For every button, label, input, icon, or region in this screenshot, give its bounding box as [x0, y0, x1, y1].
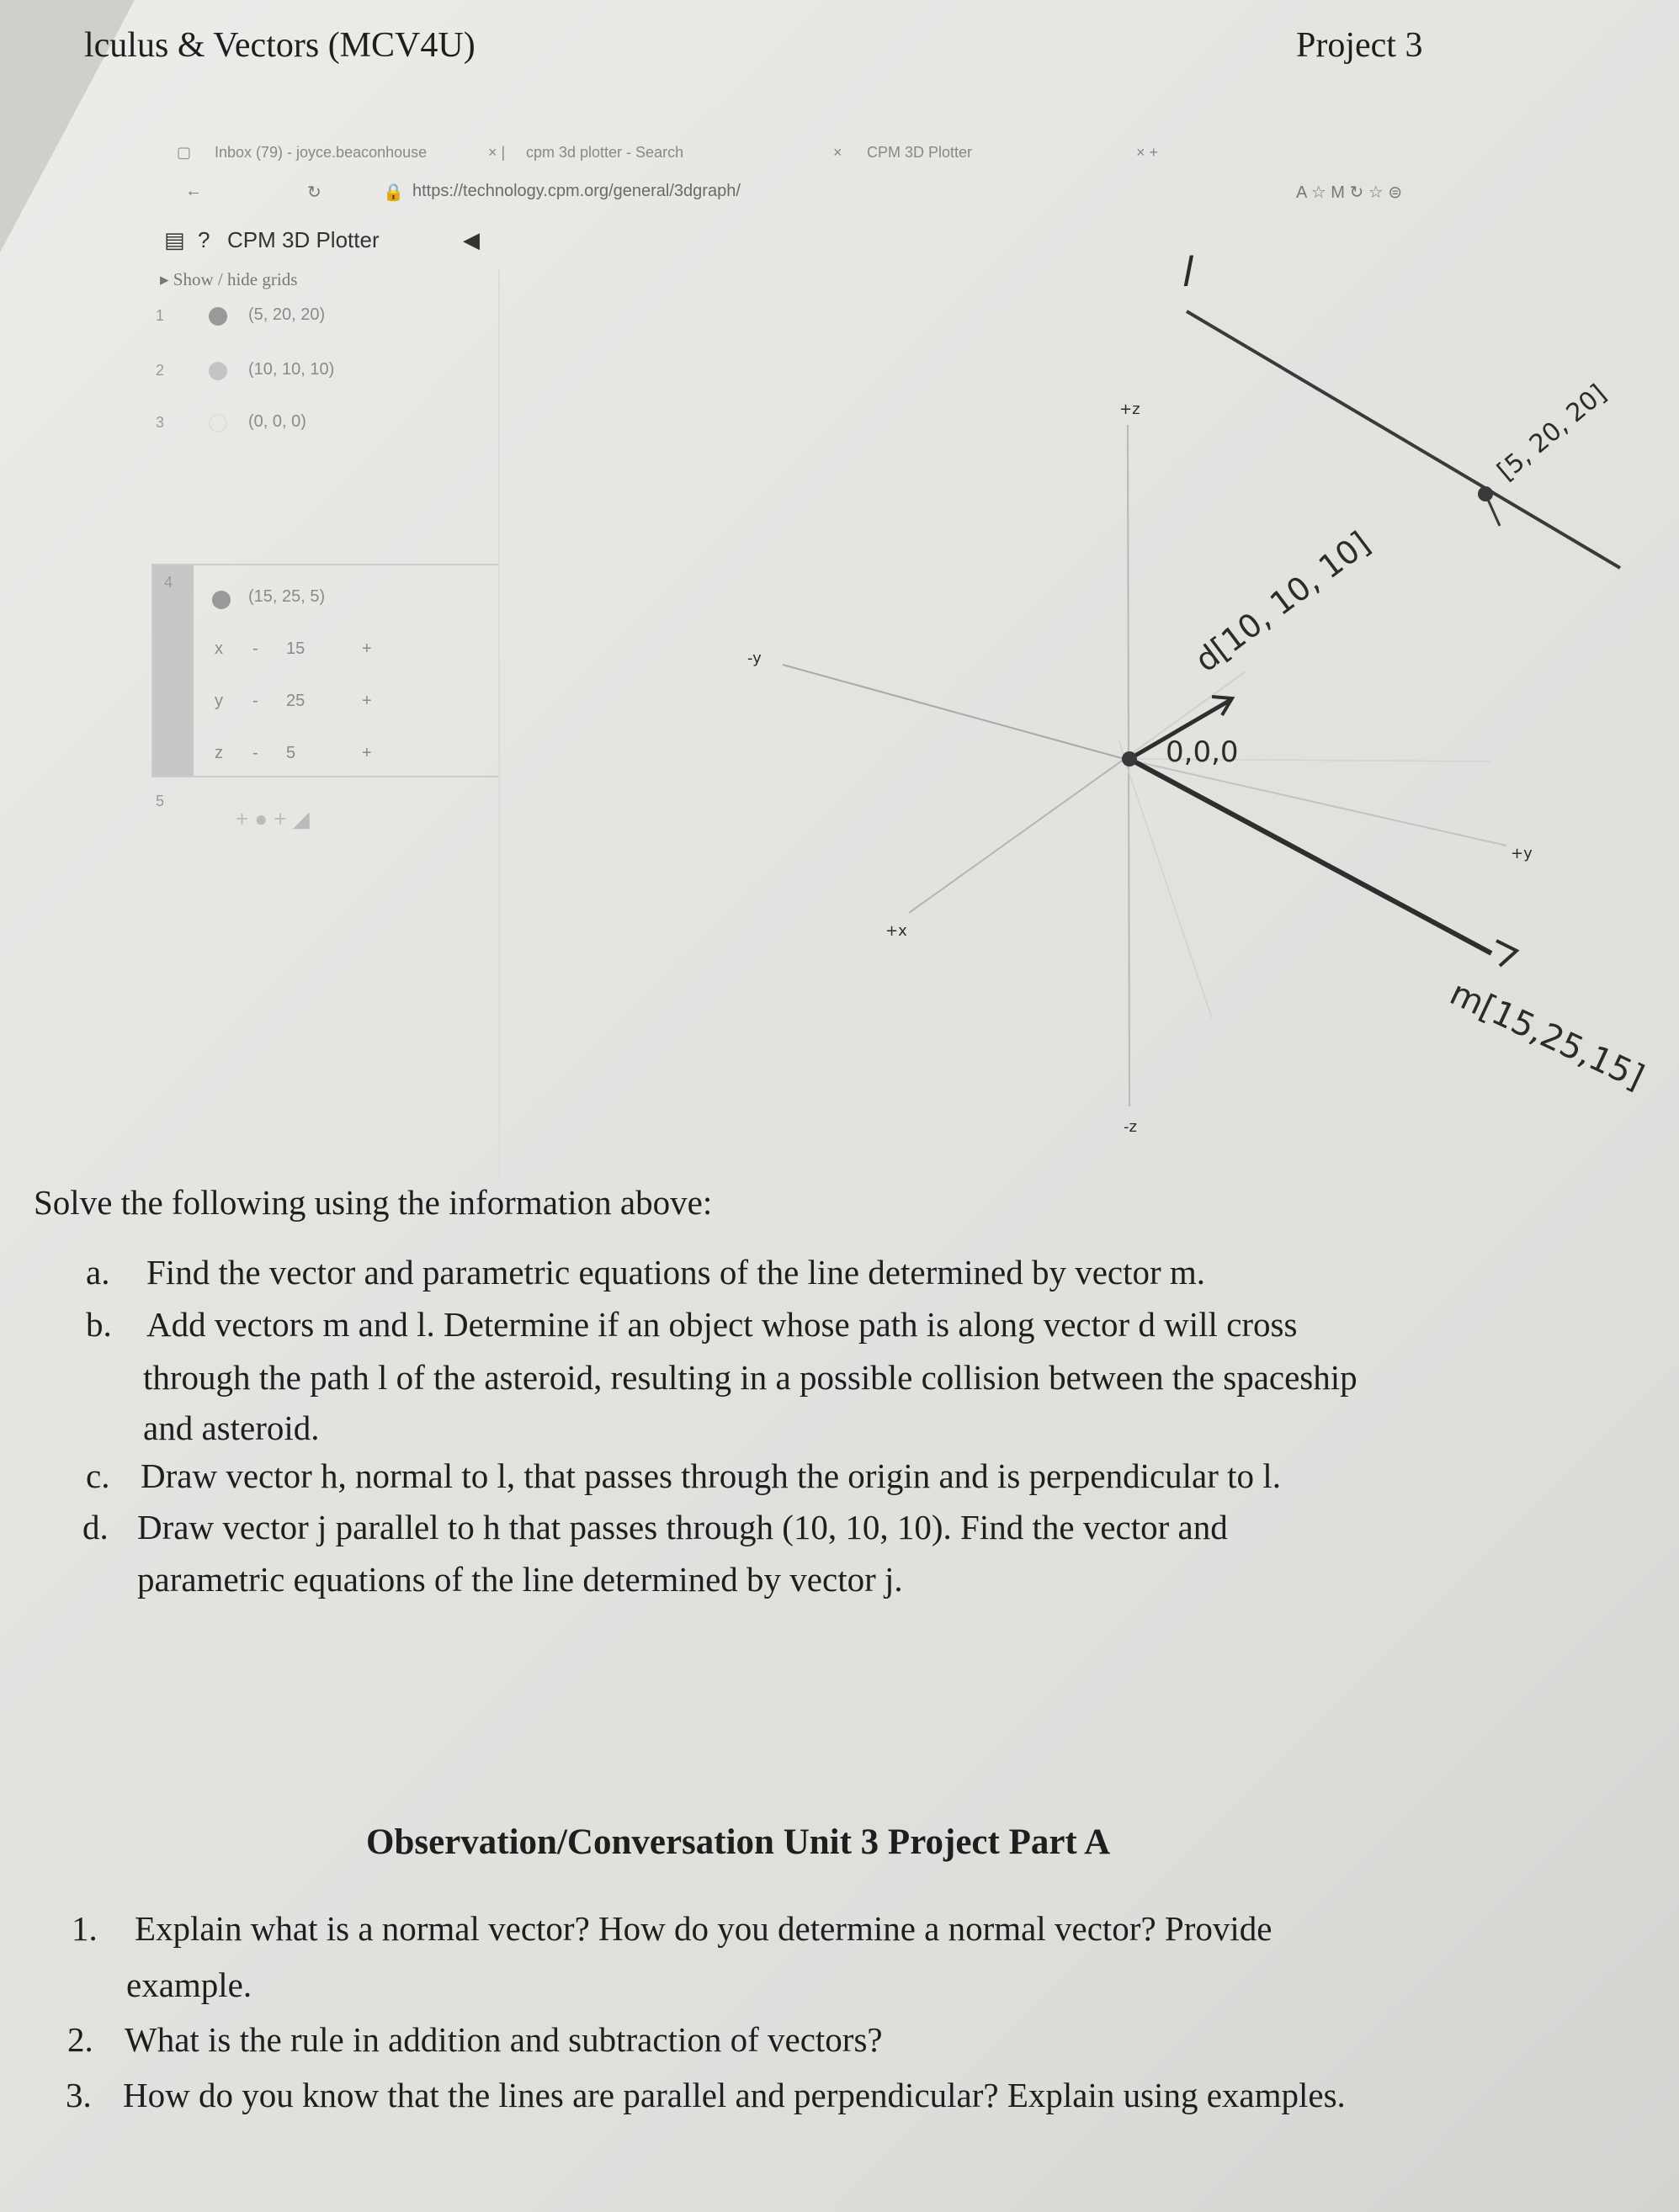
label-origin: 0,0,0 [1166, 735, 1239, 769]
tick-mark [1485, 494, 1500, 526]
question-text: Find the vector and parametric equations of the line determined by vector m. [146, 1253, 1206, 1292]
label-l-point: [5, 20, 20] [1491, 379, 1613, 487]
question-text: Add vectors m and l. Determine if an object whose path is along vector d will cross [146, 1305, 1298, 1344]
item-number: 1. [72, 1909, 98, 1948]
question-letter: a. [86, 1253, 110, 1292]
tab-search: cpm 3d plotter - Search [526, 144, 684, 161]
url-text: https://technology.cpm.org/general/3dgraph/ [412, 182, 741, 200]
slider-plus: + [362, 639, 372, 658]
label-l: l [1182, 249, 1194, 296]
reload-icon: ↻ [307, 183, 321, 202]
label-m: m[15,25,15] [1443, 973, 1650, 1098]
slider-axis: y [215, 692, 223, 710]
neg-y-axis [783, 665, 1124, 759]
row-number: 3 [156, 414, 165, 431]
part-a-item-3 [66, 2075, 1346, 2115]
course-title: lculus & Vectors (MCV4U) [84, 26, 476, 65]
new-tab-icon: × + [1136, 144, 1159, 161]
point-row: (10, 10, 10) [248, 360, 335, 379]
back-arrow-icon: ← [185, 182, 202, 200]
item-text: How do you know that the lines are parallel and perpendicular? Explain using examples. [123, 2076, 1346, 2114]
project-title: Project 3 [1296, 26, 1423, 65]
row-number: 1 [156, 307, 165, 324]
slider-plus: + [362, 692, 372, 710]
label-d: d[10, 10, 10] [1188, 524, 1377, 680]
item-text: What is the rule in addition and subtraction of vectors? [125, 2020, 883, 2059]
question-text: Draw vector h, normal to l, that passes through the origin and is perpendicular to l. [141, 1456, 1281, 1495]
item-number: 2. [67, 2020, 93, 2059]
question-letter: d. [82, 1508, 109, 1546]
show-hide-label: Show / hide grids [173, 269, 298, 289]
questions-intro: Solve the following using the information above: [34, 1183, 713, 1222]
item-number: 3. [66, 2076, 92, 2114]
slider-value: 15 [286, 639, 306, 658]
collapse-icon: ◀ [463, 227, 480, 252]
x-axis [909, 759, 1124, 913]
y-neg-label: -y [747, 650, 762, 667]
menu-icon: ▤ [164, 227, 185, 252]
tab-square-icon: ▢ [177, 144, 192, 161]
z-pos-label: +z [1119, 400, 1140, 418]
question-text-continued: parametric equations of the line determined by vector j. [137, 1560, 903, 1599]
browser-toolbar-icons: A ☆ M ↻ ☆ ⊜ [1296, 183, 1403, 202]
tab-plotter: CPM 3D Plotter [867, 144, 973, 161]
point-row: (15, 25, 5) [248, 587, 326, 606]
z-neg-label: -z [1124, 1118, 1137, 1136]
vector-m-arrowhead [1496, 941, 1517, 966]
lock-icon: 🔒 [383, 183, 404, 202]
part-a-title: Observation/Conversation Unit 3 Project Part A [366, 1822, 1111, 1862]
x-pos-label: +x [885, 922, 907, 940]
slider-value: 5 [286, 744, 296, 762]
question-text-continued: through the path l of the asteroid, resulting in a possible collision between the spaceship [143, 1358, 1358, 1397]
add-point-icons: + ● + ◢ [236, 806, 310, 831]
slider-axis: x [215, 639, 223, 658]
row-number: 2 [156, 362, 165, 379]
slider-value: 25 [286, 692, 306, 710]
question-letter: b. [86, 1305, 112, 1344]
question-text-continued: and asteroid. [143, 1408, 320, 1447]
vector-m [1129, 759, 1491, 953]
tab-close-icon: × [833, 144, 842, 161]
question-letter: c. [86, 1456, 110, 1495]
question-text: Draw vector j parallel to h that passes through (10, 10, 10). Find the vector and [137, 1508, 1228, 1546]
slider-plus: + [362, 744, 372, 762]
row-number: 4 [164, 574, 173, 591]
slider-minus: - [252, 639, 258, 658]
y-pos-label: +y [1511, 845, 1533, 862]
slider-minus: - [252, 744, 258, 762]
tab-close-icon: × | [488, 144, 506, 161]
show-hide-grids: ▸ Show / hide grids [160, 269, 298, 289]
app-title: CPM 3D Plotter [227, 227, 380, 252]
tab-inbox: Inbox (79) - joyce.beaconhouse [215, 144, 428, 161]
part-a-item-1 [72, 1908, 1273, 1949]
slider-minus: - [252, 692, 258, 710]
pos-y-axis [1124, 759, 1506, 846]
item-text: Explain what is a normal vector? How do you determine a normal vector? Provide [135, 1909, 1273, 1948]
point-row: (0, 0, 0) [248, 412, 306, 431]
row-number: 5 [156, 793, 165, 809]
point-row: (5, 20, 20) [248, 305, 326, 324]
part-a-item-2 [67, 2019, 883, 2060]
help-icon: ? [198, 227, 210, 252]
part-a-item-1-continued: example. [126, 1965, 252, 2004]
slider-axis: z [215, 744, 223, 762]
origin-point [1122, 751, 1137, 767]
